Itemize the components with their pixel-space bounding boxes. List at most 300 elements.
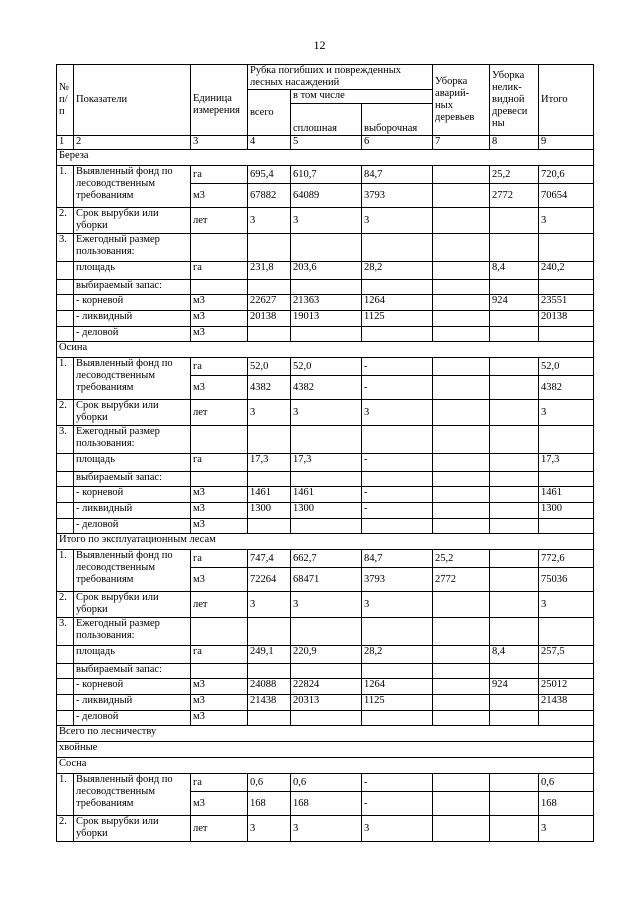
section-title [57, 342, 594, 358]
value-cell-c9: 20138 [539, 311, 594, 327]
value-cell-c8: 8,4 [490, 646, 539, 664]
row-num: 2. [57, 400, 74, 426]
value-cell-c8 [490, 503, 539, 519]
area-row [57, 454, 594, 472]
row-label: площадь [74, 454, 191, 472]
row-num: 1. [57, 550, 74, 592]
empty-cell [248, 472, 291, 487]
empty-cell [362, 664, 433, 679]
empty-cell [191, 280, 248, 295]
empty-cell [191, 472, 248, 487]
value-cell-c4: 24088 [248, 679, 291, 695]
value-cell-c5: 1300 [291, 503, 362, 519]
value-cell-c6: 3 [362, 816, 433, 842]
value-cell-c9: 257,5 [539, 646, 594, 664]
forestry-total-title: Всего по лесничеству [57, 726, 594, 742]
empty-cell [248, 664, 291, 679]
row-num: 3. [57, 234, 74, 262]
value-cell-c8: 924 [490, 295, 539, 311]
value-cell-c8 [490, 774, 539, 792]
empty-cell [248, 618, 291, 646]
row-label: Ежегодный размер пользования: [74, 618, 191, 646]
section-title [57, 534, 594, 550]
empty-cell [539, 618, 594, 646]
empty-cell [433, 234, 490, 262]
row-label: Ежегодный размер пользования: [74, 426, 191, 454]
felling-table [56, 64, 594, 842]
value-cell-c6: 1264 [362, 679, 433, 695]
column-number: 2 [74, 136, 191, 150]
value-cell-c4: 168 [248, 792, 291, 816]
value-cell-c8 [490, 792, 539, 816]
row-num [57, 295, 74, 311]
empty-cell [291, 472, 362, 487]
empty-cell [291, 618, 362, 646]
unit-cell: м3 [191, 295, 248, 311]
row-label: - ликвидный [74, 311, 191, 327]
unit-cell: га [191, 550, 248, 568]
header-total: всего [248, 90, 291, 136]
value-cell-c5 [291, 519, 362, 534]
empty-cell [362, 426, 433, 454]
section-title: Итого по эксплуатационным лесам [57, 534, 594, 550]
conifers-title [57, 742, 594, 758]
empty-cell [490, 664, 539, 679]
value-cell-c9: 75036 [539, 568, 594, 592]
value-cell-c7 [433, 679, 490, 695]
section-title [57, 758, 594, 774]
term-row [57, 816, 594, 842]
stock-row [57, 664, 594, 679]
annual-row [57, 618, 594, 646]
value-cell-c9: 1461 [539, 487, 594, 503]
row-num: 3. [57, 618, 74, 646]
value-cell-c7 [433, 503, 490, 519]
value-cell-c4: 695,4 [248, 166, 291, 184]
value-cell-c9: 3 [539, 816, 594, 842]
row-num: 2. [57, 208, 74, 234]
stock-row [57, 472, 594, 487]
value-cell-c4: 22627 [248, 295, 291, 311]
value-cell-c4 [248, 327, 291, 342]
business-row [57, 327, 594, 342]
value-cell-c8 [490, 311, 539, 327]
value-cell-c6: 1264 [362, 295, 433, 311]
value-cell-c5: 0,6 [291, 774, 362, 792]
empty-cell [433, 472, 490, 487]
value-cell-c6 [362, 711, 433, 726]
empty-cell [191, 618, 248, 646]
empty-cell [291, 664, 362, 679]
row-num: 2. [57, 816, 74, 842]
row-num [57, 503, 74, 519]
row-num [57, 711, 74, 726]
header-nonliquid: Уборка нелик-видной древеси ны [490, 65, 539, 136]
section-title [57, 150, 594, 166]
value-cell-c6: 3 [362, 592, 433, 618]
liquid-row [57, 695, 594, 711]
unit-cell: м3 [191, 679, 248, 695]
empty-cell [191, 426, 248, 454]
empty-cell [539, 280, 594, 295]
empty-cell [291, 426, 362, 454]
value-cell-c8 [490, 711, 539, 726]
value-cell-c7 [433, 695, 490, 711]
term-row [57, 400, 594, 426]
value-cell-c5: 610,7 [291, 166, 362, 184]
row-label: Выявленный фонд по лесоводственным требованиям [74, 358, 191, 400]
term-row [57, 208, 594, 234]
row-num [57, 695, 74, 711]
unit-cell: м3 [191, 311, 248, 327]
value-cell-c5: 220,9 [291, 646, 362, 664]
value-cell-c5: 168 [291, 792, 362, 816]
term-row [57, 592, 594, 618]
value-cell-c7 [433, 454, 490, 472]
value-cell-c4: 3 [248, 400, 291, 426]
row-num [57, 262, 74, 280]
column-number: 3 [191, 136, 248, 150]
value-cell-c7: 25,2 [433, 550, 490, 568]
column-number: 5 [291, 136, 362, 150]
row-label: выбираемый запас: [74, 664, 191, 679]
value-cell-c9: 70654 [539, 184, 594, 208]
value-cell-c9: 1300 [539, 503, 594, 519]
value-cell-c9 [539, 327, 594, 342]
value-cell-c6: 84,7 [362, 166, 433, 184]
column-number: 8 [490, 136, 539, 150]
value-cell-c6: 28,2 [362, 646, 433, 664]
value-cell-c8 [490, 208, 539, 234]
value-cell-c4: 4382 [248, 376, 291, 400]
value-cell-c5: 3 [291, 592, 362, 618]
column-number: 1 [57, 136, 74, 150]
row-num [57, 664, 74, 679]
value-cell-c5: 64089 [291, 184, 362, 208]
value-cell-c4: 1300 [248, 503, 291, 519]
row-label: площадь [74, 646, 191, 664]
value-cell-c4: 20138 [248, 311, 291, 327]
header-incl: в том числе [291, 90, 433, 104]
header-felling: Рубка погибших и поврежденных лесных насаждений [248, 65, 433, 90]
value-cell-c8: 8,4 [490, 262, 539, 280]
unit-cell: м3 [191, 568, 248, 592]
fund-row [57, 550, 594, 568]
value-cell-c9: 52,0 [539, 358, 594, 376]
value-cell-c7 [433, 311, 490, 327]
empty-cell [433, 426, 490, 454]
value-cell-c5 [291, 711, 362, 726]
unit-cell: га [191, 358, 248, 376]
empty-cell [248, 426, 291, 454]
value-cell-c9: 168 [539, 792, 594, 816]
row-num [57, 472, 74, 487]
unit-cell: га [191, 166, 248, 184]
column-number: 4 [248, 136, 291, 150]
unit-cell: м3 [191, 487, 248, 503]
value-cell-c7 [433, 358, 490, 376]
value-cell-c7: 2772 [433, 568, 490, 592]
empty-cell [433, 618, 490, 646]
row-num [57, 487, 74, 503]
value-cell-c4: 3 [248, 816, 291, 842]
empty-cell [539, 234, 594, 262]
value-cell-c5 [291, 327, 362, 342]
value-cell-c5: 19013 [291, 311, 362, 327]
value-cell-c6: 1125 [362, 695, 433, 711]
liquid-row [57, 503, 594, 519]
value-cell-c4: 67882 [248, 184, 291, 208]
value-cell-c8 [490, 592, 539, 618]
empty-cell [490, 426, 539, 454]
unit-cell: га [191, 774, 248, 792]
value-cell-c5: 20313 [291, 695, 362, 711]
row-label: - деловой [74, 711, 191, 726]
value-cell-c5: 3 [291, 400, 362, 426]
row-label: - ликвидный [74, 503, 191, 519]
area-row [57, 646, 594, 664]
value-cell-c9: 3 [539, 400, 594, 426]
row-num [57, 646, 74, 664]
unit-cell: лет [191, 816, 248, 842]
header-itogo: Итого [539, 65, 594, 136]
value-cell-c8 [490, 816, 539, 842]
header-indicator: Показатели [74, 65, 191, 136]
value-cell-c8 [490, 519, 539, 534]
empty-cell [191, 664, 248, 679]
value-cell-c9 [539, 519, 594, 534]
row-label: площадь [74, 262, 191, 280]
value-cell-c8: 2772 [490, 184, 539, 208]
empty-cell [490, 234, 539, 262]
value-cell-c8 [490, 358, 539, 376]
unit-cell: лет [191, 208, 248, 234]
value-cell-c9: 23551 [539, 295, 594, 311]
value-cell-c5: 22824 [291, 679, 362, 695]
unit-cell: м3 [191, 184, 248, 208]
annual-row [57, 426, 594, 454]
stock-row [57, 280, 594, 295]
value-cell-c6: - [362, 774, 433, 792]
header-solid: сплошная [291, 104, 362, 136]
row-num [57, 679, 74, 695]
row-num: 3. [57, 426, 74, 454]
row-num: 1. [57, 774, 74, 816]
value-cell-c9: 0,6 [539, 774, 594, 792]
value-cell-c6: 1125 [362, 311, 433, 327]
row-num [57, 280, 74, 295]
value-cell-c5: 1461 [291, 487, 362, 503]
value-cell-c4: 17,3 [248, 454, 291, 472]
unit-cell: м3 [191, 695, 248, 711]
value-cell-c8 [490, 454, 539, 472]
value-cell-c9: 17,3 [539, 454, 594, 472]
value-cell-c6: 3793 [362, 184, 433, 208]
value-cell-c9: 772,6 [539, 550, 594, 568]
value-cell-c7 [433, 262, 490, 280]
business-row [57, 711, 594, 726]
value-cell-c6: - [362, 358, 433, 376]
liquid-row [57, 311, 594, 327]
value-cell-c7 [433, 519, 490, 534]
value-cell-c5: 3 [291, 816, 362, 842]
value-cell-c4: 231,8 [248, 262, 291, 280]
empty-cell [362, 234, 433, 262]
column-number-row [57, 136, 594, 150]
conifers-title: хвойные [57, 742, 594, 758]
value-cell-c4 [248, 519, 291, 534]
row-label: Ежегодный размер пользования: [74, 234, 191, 262]
unit-cell: лет [191, 592, 248, 618]
value-cell-c7 [433, 166, 490, 184]
value-cell-c5: 21363 [291, 295, 362, 311]
value-cell-c9: 240,2 [539, 262, 594, 280]
header-unit: Единица измерения [191, 65, 248, 136]
value-cell-c5: 52,0 [291, 358, 362, 376]
column-number: 7 [433, 136, 490, 150]
header-selective: выборочная [362, 104, 433, 136]
header-emergency: Уборка аварий-ных деревьев [433, 65, 490, 136]
row-num [57, 311, 74, 327]
root-row [57, 679, 594, 695]
page-number: 12 [313, 38, 326, 52]
section-title: Сосна [57, 758, 594, 774]
value-cell-c8 [490, 487, 539, 503]
value-cell-c7 [433, 400, 490, 426]
value-cell-c6: 3793 [362, 568, 433, 592]
empty-cell [539, 664, 594, 679]
unit-cell: га [191, 646, 248, 664]
value-cell-c9: 3 [539, 208, 594, 234]
root-row [57, 295, 594, 311]
value-cell-c6 [362, 327, 433, 342]
value-cell-c7 [433, 376, 490, 400]
unit-cell: м3 [191, 711, 248, 726]
value-cell-c7 [433, 295, 490, 311]
section-title: Осина [57, 342, 594, 358]
value-cell-c4 [248, 711, 291, 726]
value-cell-c5: 3 [291, 208, 362, 234]
value-cell-c9: 3 [539, 592, 594, 618]
row-num [57, 519, 74, 534]
value-cell-c7 [433, 487, 490, 503]
row-label: выбираемый запас: [74, 280, 191, 295]
business-row [57, 519, 594, 534]
value-cell-c9 [539, 711, 594, 726]
row-num: 1. [57, 166, 74, 208]
empty-cell [291, 234, 362, 262]
header-num: № п/ п [57, 65, 74, 136]
unit-cell: га [191, 262, 248, 280]
empty-cell [539, 472, 594, 487]
row-label: - корневой [74, 679, 191, 695]
row-label: - деловой [74, 327, 191, 342]
empty-cell [490, 618, 539, 646]
value-cell-c7 [433, 592, 490, 618]
row-label: Выявленный фонд по лесоводственным требованиям [74, 166, 191, 208]
value-cell-c5: 203,6 [291, 262, 362, 280]
value-cell-c6: 28,2 [362, 262, 433, 280]
row-label: Срок вырубки или уборки [74, 208, 191, 234]
value-cell-c4: 72264 [248, 568, 291, 592]
value-cell-c4: 21438 [248, 695, 291, 711]
empty-cell [248, 280, 291, 295]
unit-cell: м3 [191, 376, 248, 400]
column-number: 6 [362, 136, 433, 150]
value-cell-c6: 3 [362, 208, 433, 234]
row-label: Срок вырубки или уборки [74, 816, 191, 842]
unit-cell: м3 [191, 503, 248, 519]
empty-cell [291, 280, 362, 295]
value-cell-c5: 4382 [291, 376, 362, 400]
row-label: - деловой [74, 519, 191, 534]
value-cell-c4: 249,1 [248, 646, 291, 664]
area-row [57, 262, 594, 280]
row-label: Выявленный фонд по лесоводственным требованиям [74, 774, 191, 816]
fund-row [57, 774, 594, 792]
value-cell-c4: 1461 [248, 487, 291, 503]
value-cell-c6: - [362, 487, 433, 503]
value-cell-c8 [490, 568, 539, 592]
value-cell-c7 [433, 184, 490, 208]
value-cell-c4: 747,4 [248, 550, 291, 568]
value-cell-c5: 17,3 [291, 454, 362, 472]
value-cell-c6: - [362, 454, 433, 472]
value-cell-c8: 924 [490, 679, 539, 695]
value-cell-c9: 25012 [539, 679, 594, 695]
value-cell-c8: 25,2 [490, 166, 539, 184]
row-label: - корневой [74, 487, 191, 503]
empty-cell [490, 472, 539, 487]
unit-cell: м3 [191, 327, 248, 342]
row-label: Срок вырубки или уборки [74, 400, 191, 426]
row-num: 1. [57, 358, 74, 400]
row-label: - ликвидный [74, 695, 191, 711]
unit-cell: м3 [191, 519, 248, 534]
value-cell-c7 [433, 208, 490, 234]
value-cell-c4: 52,0 [248, 358, 291, 376]
unit-cell: га [191, 454, 248, 472]
forestry-total-title [57, 726, 594, 742]
row-num [57, 327, 74, 342]
empty-cell [433, 664, 490, 679]
row-label: Выявленный фонд по лесоводственным требованиям [74, 550, 191, 592]
value-cell-c7 [433, 327, 490, 342]
empty-cell [191, 234, 248, 262]
value-cell-c4: 3 [248, 592, 291, 618]
value-cell-c5: 662,7 [291, 550, 362, 568]
column-number: 9 [539, 136, 594, 150]
value-cell-c8 [490, 550, 539, 568]
value-cell-c7 [433, 816, 490, 842]
value-cell-c6 [362, 519, 433, 534]
section-title: Береза [57, 150, 594, 166]
empty-cell [362, 280, 433, 295]
header-row [57, 65, 594, 90]
value-cell-c4: 0,6 [248, 774, 291, 792]
fund-row [57, 358, 594, 376]
row-num: 2. [57, 592, 74, 618]
value-cell-c8 [490, 327, 539, 342]
value-cell-c9: 720,6 [539, 166, 594, 184]
value-cell-c7 [433, 711, 490, 726]
value-cell-c9: 21438 [539, 695, 594, 711]
empty-cell [362, 472, 433, 487]
value-cell-c5: 68471 [291, 568, 362, 592]
row-label: Срок вырубки или уборки [74, 592, 191, 618]
row-label: - корневой [74, 295, 191, 311]
value-cell-c6: 84,7 [362, 550, 433, 568]
